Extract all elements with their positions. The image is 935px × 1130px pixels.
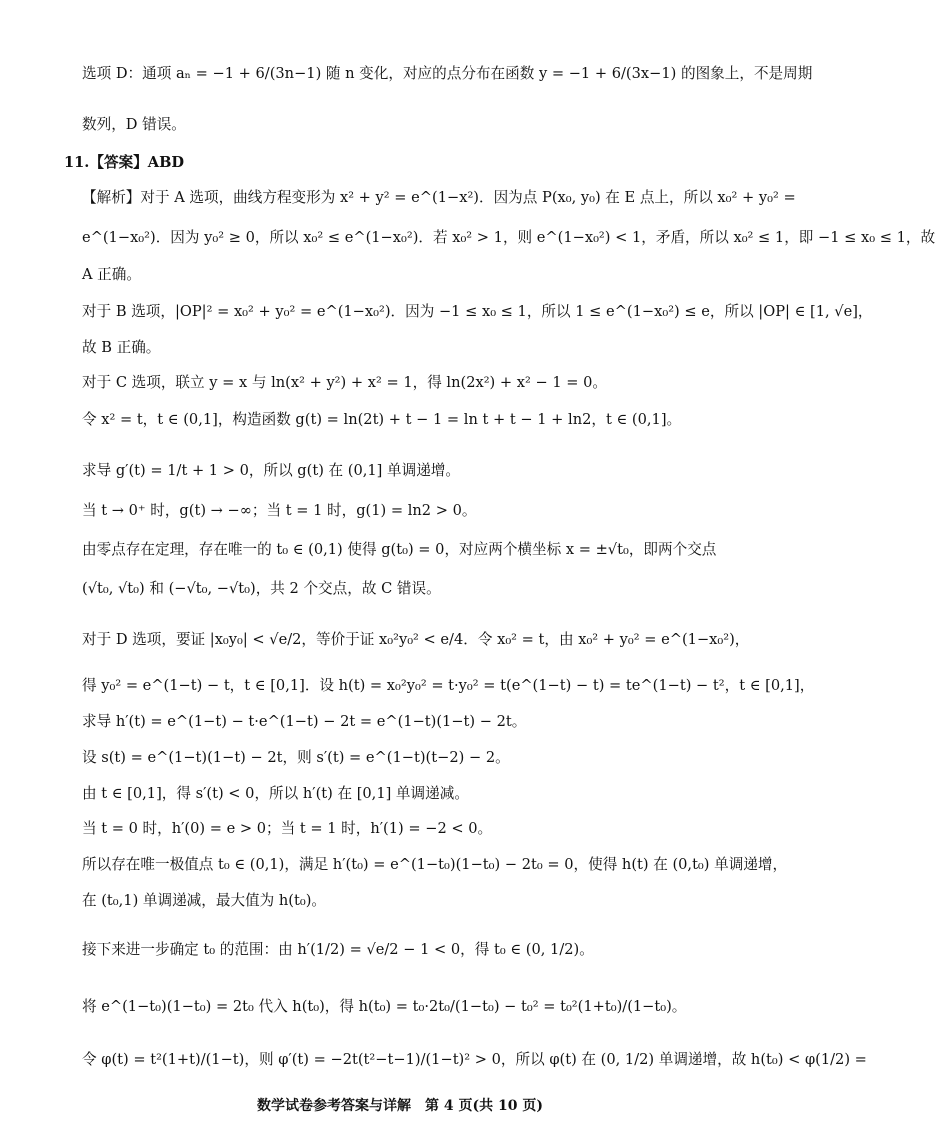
text-line: 令 φ(t) = t²(1+t)/(1−t)，则 φ′(t) = −2t(t²−t−1)/(1−t)² > 0，所以 φ(t) 在 (0, 1/2) 单调递增，故 h(t₀) < φ(1/2) =: [82, 1051, 867, 1068]
text-line: 求导 g′(t) = 1/t + 1 > 0，所以 g(t) 在 (0,1] 单调递增。: [82, 462, 460, 479]
text-line: 得 y₀² = e^(1−t) − t，t ∈ [0,1]．设 h(t) = x₀²y₀² = t·y₀² = t(e^(1−t) − t) = te^(1−t) − t²，t ∈ [0,1]，: [82, 677, 815, 694]
text-line: 由零点存在定理，存在唯一的 t₀ ∈ (0,1) 使得 g(t₀) = 0，对应两个横坐标 x = ±√t₀，即两个交点: [82, 541, 717, 558]
text-line: 对于 C 选项，联立 y = x 与 ln(x² + y²) + x² = 1，得 ln(2x²) + x² − 1 = 0。: [82, 374, 608, 391]
answer-heading: 11.【答案】ABD: [64, 154, 185, 171]
text-line: e^(1−x₀²)．因为 y₀² ≥ 0，所以 x₀² ≤ e^(1−x₀²)．若 x₀² > 1，则 e^(1−x₀²) < 1，矛盾，所以 x₀² ≤ 1，即 −1 ≤ x₀ ≤ 1，故: [82, 229, 935, 246]
text-line: 选项 D：通项 aₙ = −1 + 6/(3n−1) 随 n 变化，对应的点分布在函数 y = −1 + 6/(3x−1) 的图象上，不是周期: [82, 65, 813, 82]
text-line: 令 x² = t，t ∈ (0,1]，构造函数 g(t) = ln(2t) + t − 1 = ln t + t − 1 + ln2，t ∈ (0,1]。: [82, 411, 682, 428]
text-line: 设 s(t) = e^(1−t)(1−t) − 2t，则 s′(t) = e^(1−t)(t−2) − 2。: [82, 749, 510, 766]
text-line: 接下来进一步确定 t₀ 的范围：由 h′(1/2) = √e/2 − 1 < 0，得 t₀ ∈ (0, 1/2)。: [82, 941, 594, 958]
text-line: (√t₀, √t₀) 和 (−√t₀, −√t₀)，共 2 个交点，故 C 错误。: [82, 580, 441, 597]
text-line: 当 t = 0 时，h′(0) = e > 0；当 t = 1 时，h′(1) = −2 < 0。: [82, 820, 493, 837]
text-line: 故 B 正确。: [82, 339, 161, 356]
text-line: 所以存在唯一极值点 t₀ ∈ (0,1)，满足 h′(t₀) = e^(1−t₀)(1−t₀) − 2t₀ = 0，使得 h(t) 在 (0,t₀) 单调递增，: [82, 856, 788, 873]
text-line: A 正确。: [82, 266, 141, 283]
page-footer: 数学试卷参考答案与详解 第 4 页(共 10 页): [257, 1098, 543, 1114]
text-line: 对于 B 选项，|OP|² = x₀² + y₀² = e^(1−x₀²)．因为 −1 ≤ x₀ ≤ 1，所以 1 ≤ e^(1−x₀²) ≤ e，所以 |OP| ∈ [1, √e]，: [82, 303, 873, 320]
text-line: 【解析】对于 A 选项，曲线方程变形为 x² + y² = e^(1−x²)．因为点 P(x₀, y₀) 在 E 点上，所以 x₀² + y₀² =: [82, 189, 796, 206]
text-line: 在 (t₀,1) 单调递减，最大值为 h(t₀)。: [82, 892, 326, 909]
text-line: 求导 h′(t) = e^(1−t) − t·e^(1−t) − 2t = e^(1−t)(1−t) − 2t。: [82, 713, 527, 730]
text-line: 由 t ∈ [0,1]，得 s′(t) < 0，所以 h′(t) 在 [0,1] 单调递减。: [82, 785, 469, 802]
text-line: 数列，D 错误。: [82, 116, 186, 133]
text-line: 当 t → 0⁺ 时，g(t) → −∞；当 t = 1 时，g(1) = ln2 > 0。: [82, 502, 477, 519]
text-line: 将 e^(1−t₀)(1−t₀) = 2t₀ 代入 h(t₀)，得 h(t₀) = t₀·2t₀/(1−t₀) − t₀² = t₀²(1+t₀)/(1−t₀)。: [82, 998, 687, 1015]
text-line: 对于 D 选项，要证 |x₀y₀| < √e/2，等价于证 x₀²y₀² < e/4．令 x₀² = t，由 x₀² + y₀² = e^(1−x₀²)，: [82, 631, 750, 648]
